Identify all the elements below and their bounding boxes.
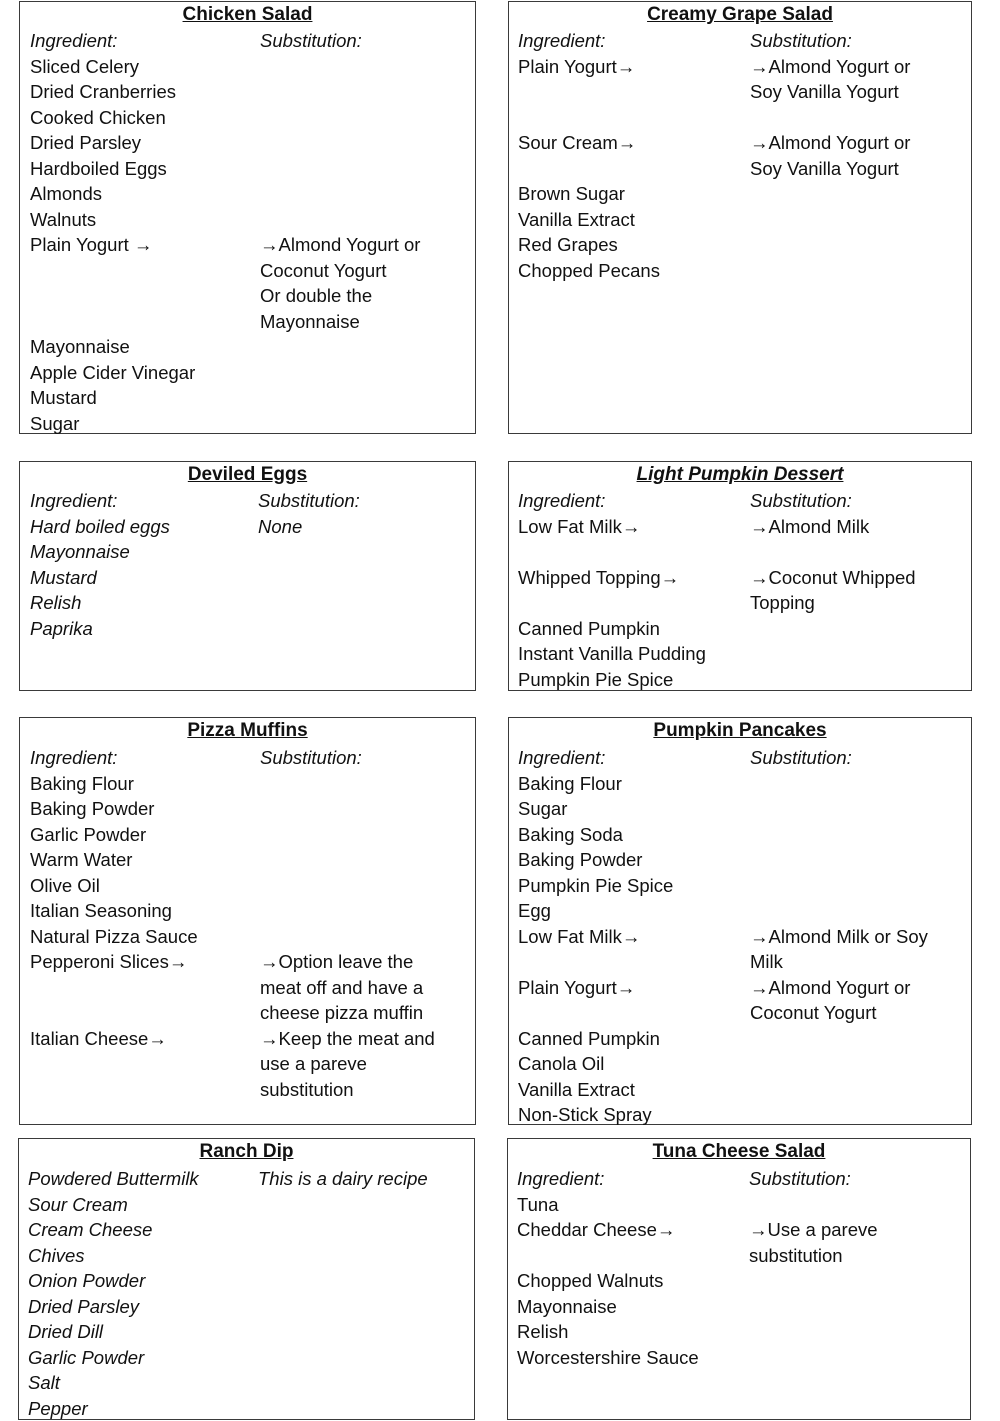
substitution-header: Substitution: bbox=[260, 28, 362, 54]
substitution-item: substitution bbox=[749, 1243, 843, 1269]
ingredient-header: Ingredient: bbox=[30, 745, 117, 771]
ingredient-header: Ingredient: bbox=[30, 488, 117, 514]
ingredient-header: Ingredient: bbox=[517, 1166, 604, 1192]
substitution-item: This is a dairy recipe bbox=[258, 1166, 428, 1192]
ingredient-item: Mustard bbox=[30, 565, 97, 591]
ingredient-item: Garlic Powder bbox=[30, 822, 146, 848]
ingredient-item: Tuna bbox=[517, 1192, 558, 1218]
substitution-item: →Almond Yogurt or bbox=[750, 975, 910, 1001]
substitution-item: →Keep the meat and bbox=[260, 1026, 435, 1052]
ingredient-item: Dried Parsley bbox=[30, 130, 141, 156]
ingredient-item: Baking Flour bbox=[518, 771, 622, 797]
ingredient-item: Canned Pumpkin bbox=[518, 1026, 660, 1052]
ingredient-item: Natural Pizza Sauce bbox=[30, 924, 198, 950]
card-title: Pizza Muffins bbox=[20, 720, 475, 742]
substitution-item: Soy Vanilla Yogurt bbox=[750, 79, 899, 105]
ingredient-item: Chopped Walnuts bbox=[517, 1268, 663, 1294]
ingredient-item: Pumpkin Pie Spice bbox=[518, 873, 673, 899]
ingredient-item: Almonds bbox=[30, 181, 102, 207]
ingredient-item: Cream Cheese bbox=[28, 1217, 152, 1243]
substitution-item: cheese pizza muffin bbox=[260, 1000, 423, 1026]
ingredient-item: Sour Cream bbox=[28, 1192, 128, 1218]
substitution-header: Substitution: bbox=[260, 745, 362, 771]
substitution-item: meat off and have a bbox=[260, 975, 423, 1001]
ingredient-item: Egg bbox=[518, 898, 551, 924]
ingredient-item: Low Fat Milk→ bbox=[518, 514, 640, 540]
ingredient-item: Chopped Pecans bbox=[518, 258, 660, 284]
recipe-card-pizza-muffins bbox=[19, 717, 476, 1125]
ingredient-item: Hardboiled Eggs bbox=[30, 156, 167, 182]
ingredient-item: Sour Cream→ bbox=[518, 130, 636, 156]
ingredient-header: Ingredient: bbox=[518, 745, 605, 771]
ingredient-item: Italian Seasoning bbox=[30, 898, 172, 924]
ingredient-item: Red Grapes bbox=[518, 232, 618, 258]
ingredient-item: Sliced Celery bbox=[30, 54, 139, 80]
ingredient-item: Chives bbox=[28, 1243, 85, 1269]
ingredient-item: Brown Sugar bbox=[518, 181, 625, 207]
ingredient-item: Cooked Chicken bbox=[30, 105, 166, 131]
ingredient-item: Instant Vanilla Pudding bbox=[518, 641, 706, 667]
recipe-card-ranch-dip bbox=[18, 1138, 475, 1420]
recipe-card-creamy-grape-salad bbox=[508, 1, 972, 434]
substitution-item: Topping bbox=[750, 590, 815, 616]
ingredient-item: Onion Powder bbox=[28, 1268, 145, 1294]
ingredient-header: Ingredient: bbox=[518, 28, 605, 54]
substitution-item: Or double the bbox=[260, 283, 372, 309]
ingredient-item: Vanilla Extract bbox=[518, 1077, 635, 1103]
recipe-card-tuna-cheese-salad bbox=[507, 1138, 971, 1420]
substitution-item: →Use a pareve bbox=[749, 1217, 878, 1243]
ingredient-header: Ingredient: bbox=[30, 28, 117, 54]
ingredient-item: Pepperoni Slices→ bbox=[30, 949, 187, 975]
ingredient-item: Cheddar Cheese→ bbox=[517, 1217, 675, 1243]
ingredient-item: Mayonnaise bbox=[30, 334, 130, 360]
ingredient-item: Dried Parsley bbox=[28, 1294, 139, 1320]
substitution-item: Soy Vanilla Yogurt bbox=[750, 156, 899, 182]
ingredient-item: Mustard bbox=[30, 385, 97, 411]
ingredient-item: Paprika bbox=[30, 616, 93, 642]
ingredient-item: Canola Oil bbox=[518, 1051, 604, 1077]
substitution-item: None bbox=[258, 514, 302, 540]
substitution-header: Substitution: bbox=[749, 1166, 851, 1192]
ingredient-item: Sugar bbox=[518, 796, 567, 822]
card-title: Deviled Eggs bbox=[20, 464, 475, 486]
ingredient-item: Pepper bbox=[28, 1396, 88, 1421]
ingredient-item: Mayonnaise bbox=[30, 539, 130, 565]
ingredient-header: Ingredient: bbox=[518, 488, 605, 514]
ingredient-item: Walnuts bbox=[30, 207, 96, 233]
substitution-item: →Option leave the bbox=[260, 949, 413, 975]
substitution-item: Mayonnaise bbox=[260, 309, 360, 335]
substitution-item: →Almond Milk bbox=[750, 514, 869, 540]
substitution-item: →Almond Milk or Soy bbox=[750, 924, 928, 950]
ingredient-item: Worcestershire Sauce bbox=[517, 1345, 699, 1371]
recipe-card-chicken-salad bbox=[19, 1, 476, 434]
ingredient-item: Vanilla Extract bbox=[518, 207, 635, 233]
ingredient-item: Relish bbox=[30, 590, 81, 616]
ingredient-item: Baking Powder bbox=[518, 847, 642, 873]
ingredient-item: Apple Cider Vinegar bbox=[30, 360, 195, 386]
recipe-card-pumpkin-pancakes bbox=[508, 717, 972, 1125]
substitution-header: Substitution: bbox=[258, 488, 360, 514]
substitution-header: Substitution: bbox=[750, 28, 852, 54]
card-title: Light Pumpkin Dessert bbox=[509, 464, 971, 486]
ingredient-item: Plain Yogurt→ bbox=[518, 975, 635, 1001]
ingredient-item: Powdered Buttermilk bbox=[28, 1166, 199, 1192]
substitution-item: Coconut Yogurt bbox=[260, 258, 387, 284]
ingredient-item: Olive Oil bbox=[30, 873, 100, 899]
substitution-item: →Almond Yogurt or bbox=[750, 130, 910, 156]
ingredient-item: Baking Flour bbox=[30, 771, 134, 797]
ingredient-item: Hard boiled eggs bbox=[30, 514, 170, 540]
ingredient-item: Dried Cranberries bbox=[30, 79, 176, 105]
ingredient-item: Salt bbox=[28, 1370, 60, 1396]
ingredient-item: Relish bbox=[517, 1319, 568, 1345]
ingredient-item: Whipped Topping→ bbox=[518, 565, 679, 591]
substitution-item: Coconut Yogurt bbox=[750, 1000, 877, 1026]
ingredient-item: Dried Dill bbox=[28, 1319, 103, 1345]
substitution-item: →Almond Yogurt or bbox=[750, 54, 910, 80]
substitution-item: →Coconut Whipped bbox=[750, 565, 916, 591]
ingredient-item: Non-Stick Spray bbox=[518, 1102, 652, 1128]
ingredient-item: Mayonnaise bbox=[517, 1294, 617, 1320]
ingredient-item: Italian Cheese→ bbox=[30, 1026, 167, 1052]
card-title: Pumpkin Pancakes bbox=[509, 720, 971, 742]
recipe-card-deviled-eggs bbox=[19, 461, 476, 691]
substitution-header: Substitution: bbox=[750, 745, 852, 771]
ingredient-item: Garlic Powder bbox=[28, 1345, 144, 1371]
card-title: Chicken Salad bbox=[20, 4, 475, 26]
ingredient-item: Pumpkin Pie Spice bbox=[518, 667, 673, 693]
substitution-header: Substitution: bbox=[750, 488, 852, 514]
ingredient-item: Sugar bbox=[30, 411, 79, 437]
ingredient-item: Plain Yogurt→ bbox=[518, 54, 635, 80]
ingredient-item: Warm Water bbox=[30, 847, 132, 873]
substitution-item: substitution bbox=[260, 1077, 354, 1103]
substitution-item: →Almond Yogurt or bbox=[260, 232, 420, 258]
recipe-card-light-pumpkin-dessert bbox=[508, 461, 972, 691]
card-title: Tuna Cheese Salad bbox=[508, 1141, 970, 1163]
card-title: Creamy Grape Salad bbox=[509, 4, 971, 26]
substitution-item: use a pareve bbox=[260, 1051, 367, 1077]
ingredient-item: Canned Pumpkin bbox=[518, 616, 660, 642]
ingredient-item: Baking Powder bbox=[30, 796, 154, 822]
substitution-item: Milk bbox=[750, 949, 783, 975]
ingredient-item: Baking Soda bbox=[518, 822, 623, 848]
ingredient-item: Low Fat Milk→ bbox=[518, 924, 640, 950]
ingredient-item: Plain Yogurt → bbox=[30, 232, 152, 258]
card-title: Ranch Dip bbox=[19, 1141, 474, 1163]
